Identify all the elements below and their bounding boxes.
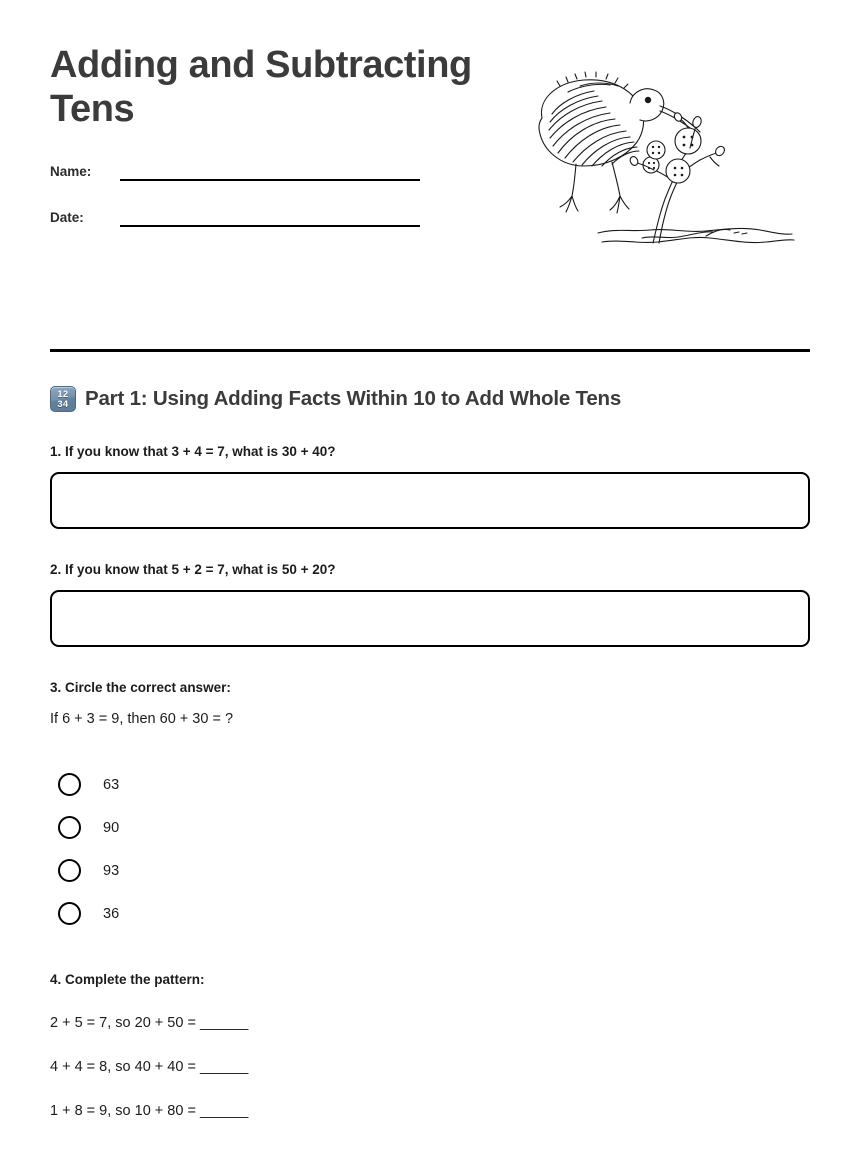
input-numbers-icon [50, 386, 76, 412]
pattern-line[interactable]: 4 + 4 = 8, so 40 + 40 = ______ [50, 1059, 249, 1075]
question-2-answer-box[interactable] [50, 590, 810, 647]
question-2-label: 2. If you know that 5 + 2 = 7, what is 50 + 20? [50, 562, 336, 577]
option-row[interactable] [58, 892, 812, 935]
question-1-answer-box[interactable] [50, 472, 810, 529]
ground-lines-icon [598, 228, 794, 242]
worksheet-content [50, 386, 812, 1134]
option-label: 93 [103, 862, 120, 879]
date-input-line[interactable] [120, 203, 420, 227]
date-field-row [50, 203, 520, 227]
option-circle-icon[interactable] [58, 773, 81, 796]
part-1-heading [50, 386, 812, 412]
option-label: 90 [103, 819, 120, 836]
question-3-prompt: If 6 + 3 = 9, then 60 + 30 = ? [50, 711, 234, 727]
section-divider [50, 349, 810, 352]
date-label: Date: [50, 210, 84, 226]
pattern-line[interactable]: 2 + 5 = 7, so 20 + 50 = ______ [50, 1015, 249, 1031]
worksheet-header [50, 44, 520, 227]
option-circle-icon[interactable] [58, 902, 81, 925]
question-3-options [58, 763, 812, 935]
kiwi-bird-illustration [520, 58, 820, 263]
question-4-label: 4. Complete the pattern: [50, 972, 205, 987]
option-row[interactable] [58, 806, 812, 849]
option-label: 63 [103, 776, 120, 793]
berry-branch-icon [629, 111, 726, 243]
question-3-label: 3. Circle the correct answer: [50, 680, 231, 695]
option-circle-icon[interactable] [58, 816, 81, 839]
page-title: Adding and Subtracting Tens [50, 44, 472, 130]
name-label: Name: [50, 164, 92, 180]
option-row[interactable] [58, 849, 812, 892]
name-field-row [50, 157, 520, 181]
option-row[interactable] [58, 763, 812, 806]
option-label: 36 [103, 905, 120, 922]
pattern-line[interactable]: 1 + 8 = 9, so 10 + 80 = ______ [50, 1103, 249, 1119]
input-numbers-icon-top: 12 [57, 389, 69, 399]
option-circle-icon[interactable] [58, 859, 81, 882]
question-1-label: 1. If you know that 3 + 4 = 7, what is 30 + 40? [50, 444, 336, 459]
input-numbers-icon-bottom: 34 [57, 399, 69, 409]
name-input-line[interactable] [120, 157, 420, 181]
part-1-title: Part 1: Using Adding Facts Within 10 to Add Whole Tens [85, 387, 622, 410]
